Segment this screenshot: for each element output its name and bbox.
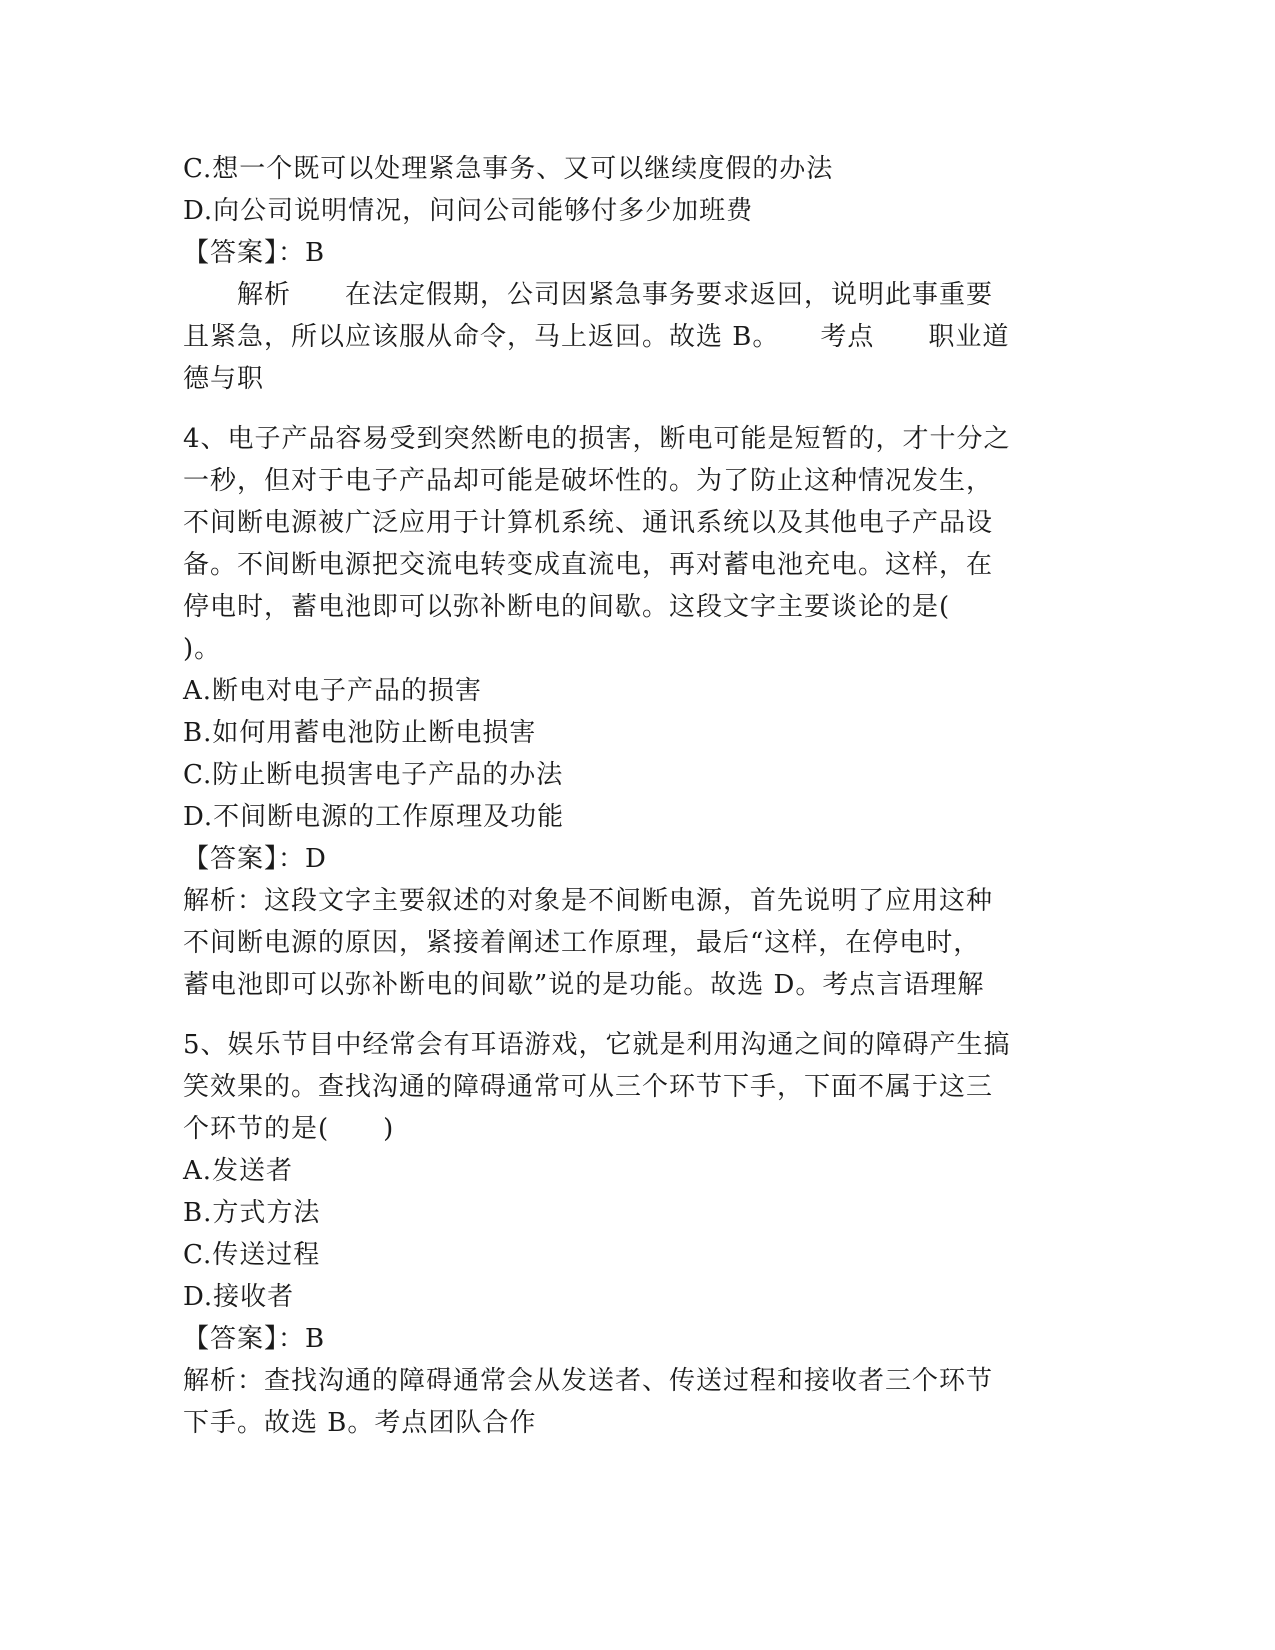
q5-stem-line-3: 个环节的是( ) [183, 1114, 395, 1144]
q4-analysis-line-1: 解析：这段文字主要叙述的对象是不间断电源，首先说明了应用这种 [183, 886, 994, 916]
q4-stem-line-6: )。 [183, 634, 222, 664]
q5-analysis-line-1: 解析：查找沟通的障碍通常会从发送者、传送过程和接收者三个环节 [183, 1366, 994, 1396]
q4-stem-line-4: 备。不间断电源把交流电转变成直流电，再对蓄电池充电。这样，在 [183, 550, 994, 580]
q4-option-b: B.如何用蓄电池防止断电损害 [183, 718, 537, 748]
q4-stem-line-5: 停电时，蓄电池即可以弥补断电的间歇。这段文字主要谈论的是( [183, 592, 951, 622]
q5-option-b: B.方式方法 [183, 1198, 321, 1228]
q4-analysis-line-2: 不间断电源的原因，紧接着阐述工作原理，最后“这样，在停电时， [183, 928, 981, 958]
q3-analysis-line-2: 且紧急，所以应该服从命令，马上返回。故选 B。 考点 职业道 [183, 322, 1010, 352]
q4-option-c: C.防止断电损害电子产品的办法 [183, 760, 564, 790]
spacer [183, 1006, 1063, 1024]
q4-stem-line-3: 不间断电源被广泛应用于计算机系统、通讯系统以及其他电子产品设 [183, 508, 994, 538]
q5-option-d: D.接收者 [183, 1282, 295, 1312]
q4-stem-line-2: 一秒，但对于电子产品却可能是破坏性的。为了防止这种情况发生， [183, 466, 994, 496]
spacer [183, 400, 1063, 418]
q3-option-d: D.向公司说明情况，问问公司能够付多少加班费 [183, 196, 754, 226]
q5-stem-line-1: 5、娱乐节目中经常会有耳语游戏，它就是利用沟通之间的障碍产生搞 [183, 1030, 1011, 1060]
q4-stem-line-1: 4、电子产品容易受到突然断电的损害，断电可能是短暂的，才十分之 [183, 424, 1011, 454]
q4-analysis-line-3: 蓄电池即可以弥补断电的间歇”说的是功能。故选 D。考点言语理解 [183, 970, 985, 1000]
q5-answer: 【答案】：B [183, 1324, 326, 1354]
q5-stem-line-2: 笑效果的。查找沟通的障碍通常可从三个环节下手，下面不属于这三 [183, 1072, 994, 1102]
q3-answer: 【答案】：B [183, 238, 326, 268]
q3-analysis-line-3: 德与职 [183, 364, 265, 394]
q4-answer: 【答案】：D [183, 844, 327, 874]
q3-analysis-line-1: 解析 在法定假期，公司因紧急事务要求返回，说明此事重要 [237, 280, 994, 310]
q5-analysis-line-2: 下手。故选 B。考点团队合作 [183, 1408, 537, 1438]
q3-option-c: C.想一个既可以处理紧急事务、又可以继续度假的办法 [183, 154, 834, 184]
document-body [183, 148, 1063, 1444]
q4-option-a: A.断电对电子产品的损害 [183, 676, 483, 706]
q4-option-d: D.不间断电源的工作原理及功能 [183, 802, 565, 832]
q5-option-a: A.发送者 [183, 1156, 294, 1186]
q5-option-c: C.传送过程 [183, 1240, 321, 1270]
